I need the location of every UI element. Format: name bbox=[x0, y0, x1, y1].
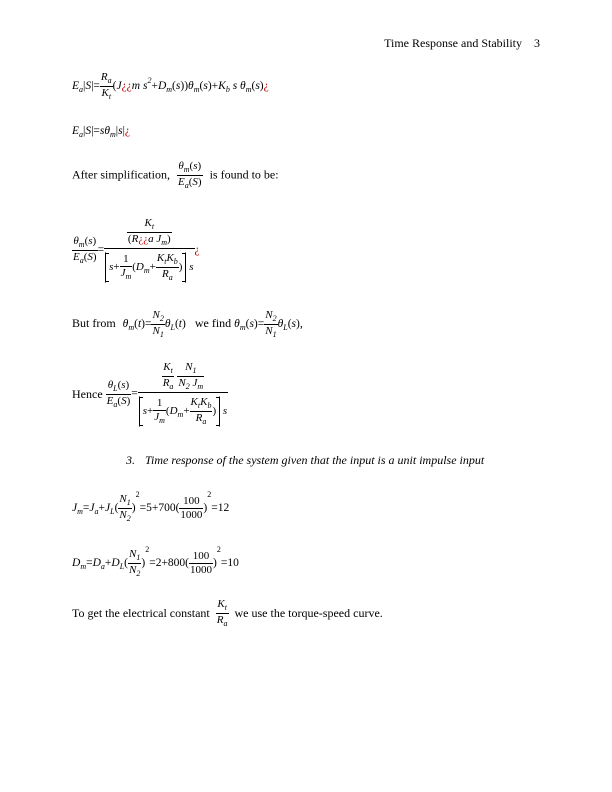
lhs-theta-m-over-ea: $\frac{\theta_m(s)}{E_a(S)}$ bbox=[73, 235, 97, 265]
rhs-transfer-fraction: $\frac{K_t}{(R¿¿a J_m)}$ s+ $\frac{1}{J_m}$ ($D_m+$ $\frac{K_tK_b}{R_a}$ ) s bbox=[104, 218, 194, 283]
electrical-constant-line bbox=[72, 599, 383, 628]
section-heading-text: Time response of the system given that the input is a unit impulse input bbox=[145, 453, 485, 467]
after-simplification-line bbox=[72, 161, 279, 190]
running-title: Time Response and Stability bbox=[384, 36, 522, 50]
exponent: 2 bbox=[145, 545, 150, 554]
section-number: 3. bbox=[126, 453, 135, 467]
electrical-constant-suffix: we use the torque-speed curve. bbox=[234, 606, 383, 620]
but-from-line bbox=[72, 310, 303, 339]
after-simplification-text: After simplification, bbox=[72, 167, 170, 182]
hence-text: Hence bbox=[72, 387, 103, 401]
fraction-100-over-1000: $\frac{100}{1000}$ bbox=[190, 549, 213, 576]
fraction-kt-over-ra: $\frac{K_t}{R_a}$ bbox=[216, 598, 228, 628]
exponent: 2 bbox=[135, 490, 140, 499]
jm-values: =5+700( bbox=[139, 502, 180, 514]
equation-voltage-simplified: $E_a|S|=s\theta_m|s|¿$ bbox=[72, 125, 131, 139]
transfer-function-theta-m: $\frac{\theta_m(s)}{E_a(S)}$ = $\frac{K_t}{(R¿¿a J_m)}$ s+ $\frac{1}{J_m}$ ($D_m+$ $\frac{K_tK_b}{R_a}$ ) s ¿ bbox=[73, 217, 200, 282]
comma: , bbox=[299, 316, 303, 331]
running-header bbox=[384, 36, 540, 51]
gear-relation-time: $\theta_m(t)=$ $\frac{N_2}{N_1}$ $\theta_L(t)$ bbox=[122, 309, 186, 339]
dm-values: =2+800( bbox=[149, 557, 190, 569]
dm-result: =10 bbox=[220, 557, 239, 569]
hence-line bbox=[72, 362, 228, 427]
section-heading bbox=[126, 453, 484, 468]
fraction-ra-over-kt: $\frac{R_a}{K_t}$ bbox=[100, 71, 112, 101]
equation-voltage-full: $E_a|S|=$ $\frac{R_a}{K_t}$ (J¿¿m $s^2+D_m(s))\theta_m(s)+K_b$ s $\theta_m(s)¿$ bbox=[72, 71, 269, 101]
fraction-theta-over-ea: $\frac{\theta_m(s)}{E_a(S)}$ bbox=[177, 160, 202, 190]
we-find-text: we find bbox=[194, 316, 232, 331]
is-found-text: is found to be: bbox=[209, 167, 279, 182]
page-number: 3 bbox=[534, 36, 540, 50]
exponent: 2 bbox=[216, 545, 221, 554]
but-from-text: But from bbox=[72, 316, 116, 331]
exponent: 2 bbox=[207, 490, 212, 499]
electrical-constant-prefix: To get the electrical constant bbox=[72, 606, 210, 620]
equation-dm: $D_m=D_a+D_L$( $\frac{N_1}{N_2}$ )$^2$=2+800( $\frac{100}{1000}$ )$^2$=10 bbox=[72, 545, 239, 578]
equation-jm: $J_m=J_a+J_L$( $\frac{N_1}{N_2}$ )$^2$=5+700( $\frac{100}{1000}$ )$^2$=12 bbox=[72, 490, 230, 523]
fraction-100-over-1000: $\frac{100}{1000}$ bbox=[180, 494, 203, 521]
gear-relation-laplace: $\theta_m(s)=$ $\frac{N_2}{N_1}$ $\theta_L(s)$ bbox=[234, 309, 300, 339]
transfer-function-theta-l: $\frac{\theta_L(s)}{E_a(S)}$ = $\frac{K_t}{R_a}$ $\frac{N_1}{N_2 J_m}$ s+ $\frac{1}{J_m}$ ($D_m+$ $\frac{K_tK_b}{R_a}$ ) s bbox=[106, 361, 228, 426]
jm-result: =12 bbox=[211, 502, 230, 514]
